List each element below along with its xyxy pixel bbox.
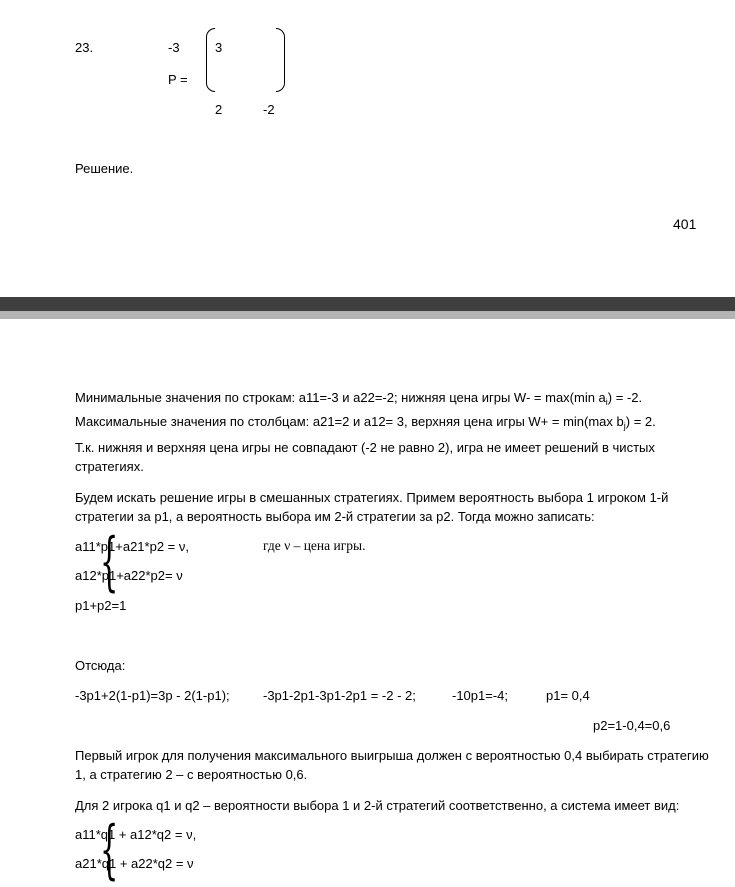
equation-5: а21*q1 + а22*q2 = ν bbox=[75, 856, 194, 871]
problem-number: 23. bbox=[75, 40, 94, 55]
min-max-paragraph bbox=[75, 388, 715, 436]
equation-1-note: где ν – цена игры. bbox=[263, 538, 366, 553]
mixed-strategy-paragraph: Будем искать решение игры в смешанных стратегиях. Примем вероятность выбора 1 игроком 1-й стратегии за р1, а вероятность выбора им 2-й стратегии за р2. Тогда можно записать: bbox=[75, 490, 669, 524]
equation-3: р1+р2=1 bbox=[75, 598, 127, 613]
matrix-cell-21: 2 bbox=[215, 102, 223, 117]
pure-strategy-paragraph: Т.к. нижняя и верхняя цена игры не совпадают (-2 не равно 2), игра не имеет решений в чистых стратегиях. bbox=[75, 440, 655, 474]
system-brace: { bbox=[100, 525, 119, 599]
page-separator bbox=[0, 297, 735, 311]
matrix-cell-11: 3 bbox=[215, 40, 223, 55]
solution-heading: Решение. bbox=[75, 161, 134, 176]
calc-step-3: -10р1=-4; bbox=[452, 688, 509, 703]
player1-conclusion: Первый игрок для получения максимального выигрыша должен с вероятностью 0,4 выбирать стратегию 1, а стратегию 2 – с вероятностью 0,6. bbox=[75, 748, 709, 782]
matrix-cell-22: -2 bbox=[263, 102, 275, 117]
equation-1: а11*р1+а21*р2 = ν, bbox=[75, 539, 189, 554]
max-col-line: Максимальные значения по столбцам: а21=2 и а12= 3, верхняя цена игры W+ = min(max $b_j) = 2$. bbox=[75, 414, 656, 431]
matrix-row-prefix: -3 bbox=[168, 40, 180, 55]
page-separator-shadow bbox=[0, 311, 735, 319]
calc-step-1: -3р1+2(1-р1)=3р - 2(1-р1); bbox=[75, 688, 230, 703]
matrix-right-bracket bbox=[276, 28, 285, 92]
calc-step-2: -3р1-2р1-3р1-2р1 = -2 - 2; bbox=[263, 688, 416, 703]
equation-2: а12*р1+а22*р2= ν bbox=[75, 568, 183, 583]
calc-step-4: р1= 0,4 bbox=[546, 688, 590, 703]
system-brace-2: { bbox=[100, 813, 119, 887]
calc-step-5: р2=1-0,4=0,6 bbox=[593, 718, 671, 733]
hence-label: Отсюда: bbox=[75, 658, 126, 673]
matrix-label: P = bbox=[168, 72, 188, 87]
player2-intro: Для 2 игрока q1 и q2 – вероятности выбора 1 и 2-й стратегий соответственно, а система имеет вид: bbox=[75, 798, 680, 813]
equation-4: а11*q1 + а12*q2 = ν, bbox=[75, 827, 197, 842]
page-number: 401 bbox=[673, 216, 697, 232]
matrix-left-bracket bbox=[206, 28, 215, 92]
min-row-line: Минимальные значения по строкам: а11=-3 и а22=-2; нижняя цена игры W- = max(min $a_i) = -2$. bbox=[75, 390, 643, 407]
